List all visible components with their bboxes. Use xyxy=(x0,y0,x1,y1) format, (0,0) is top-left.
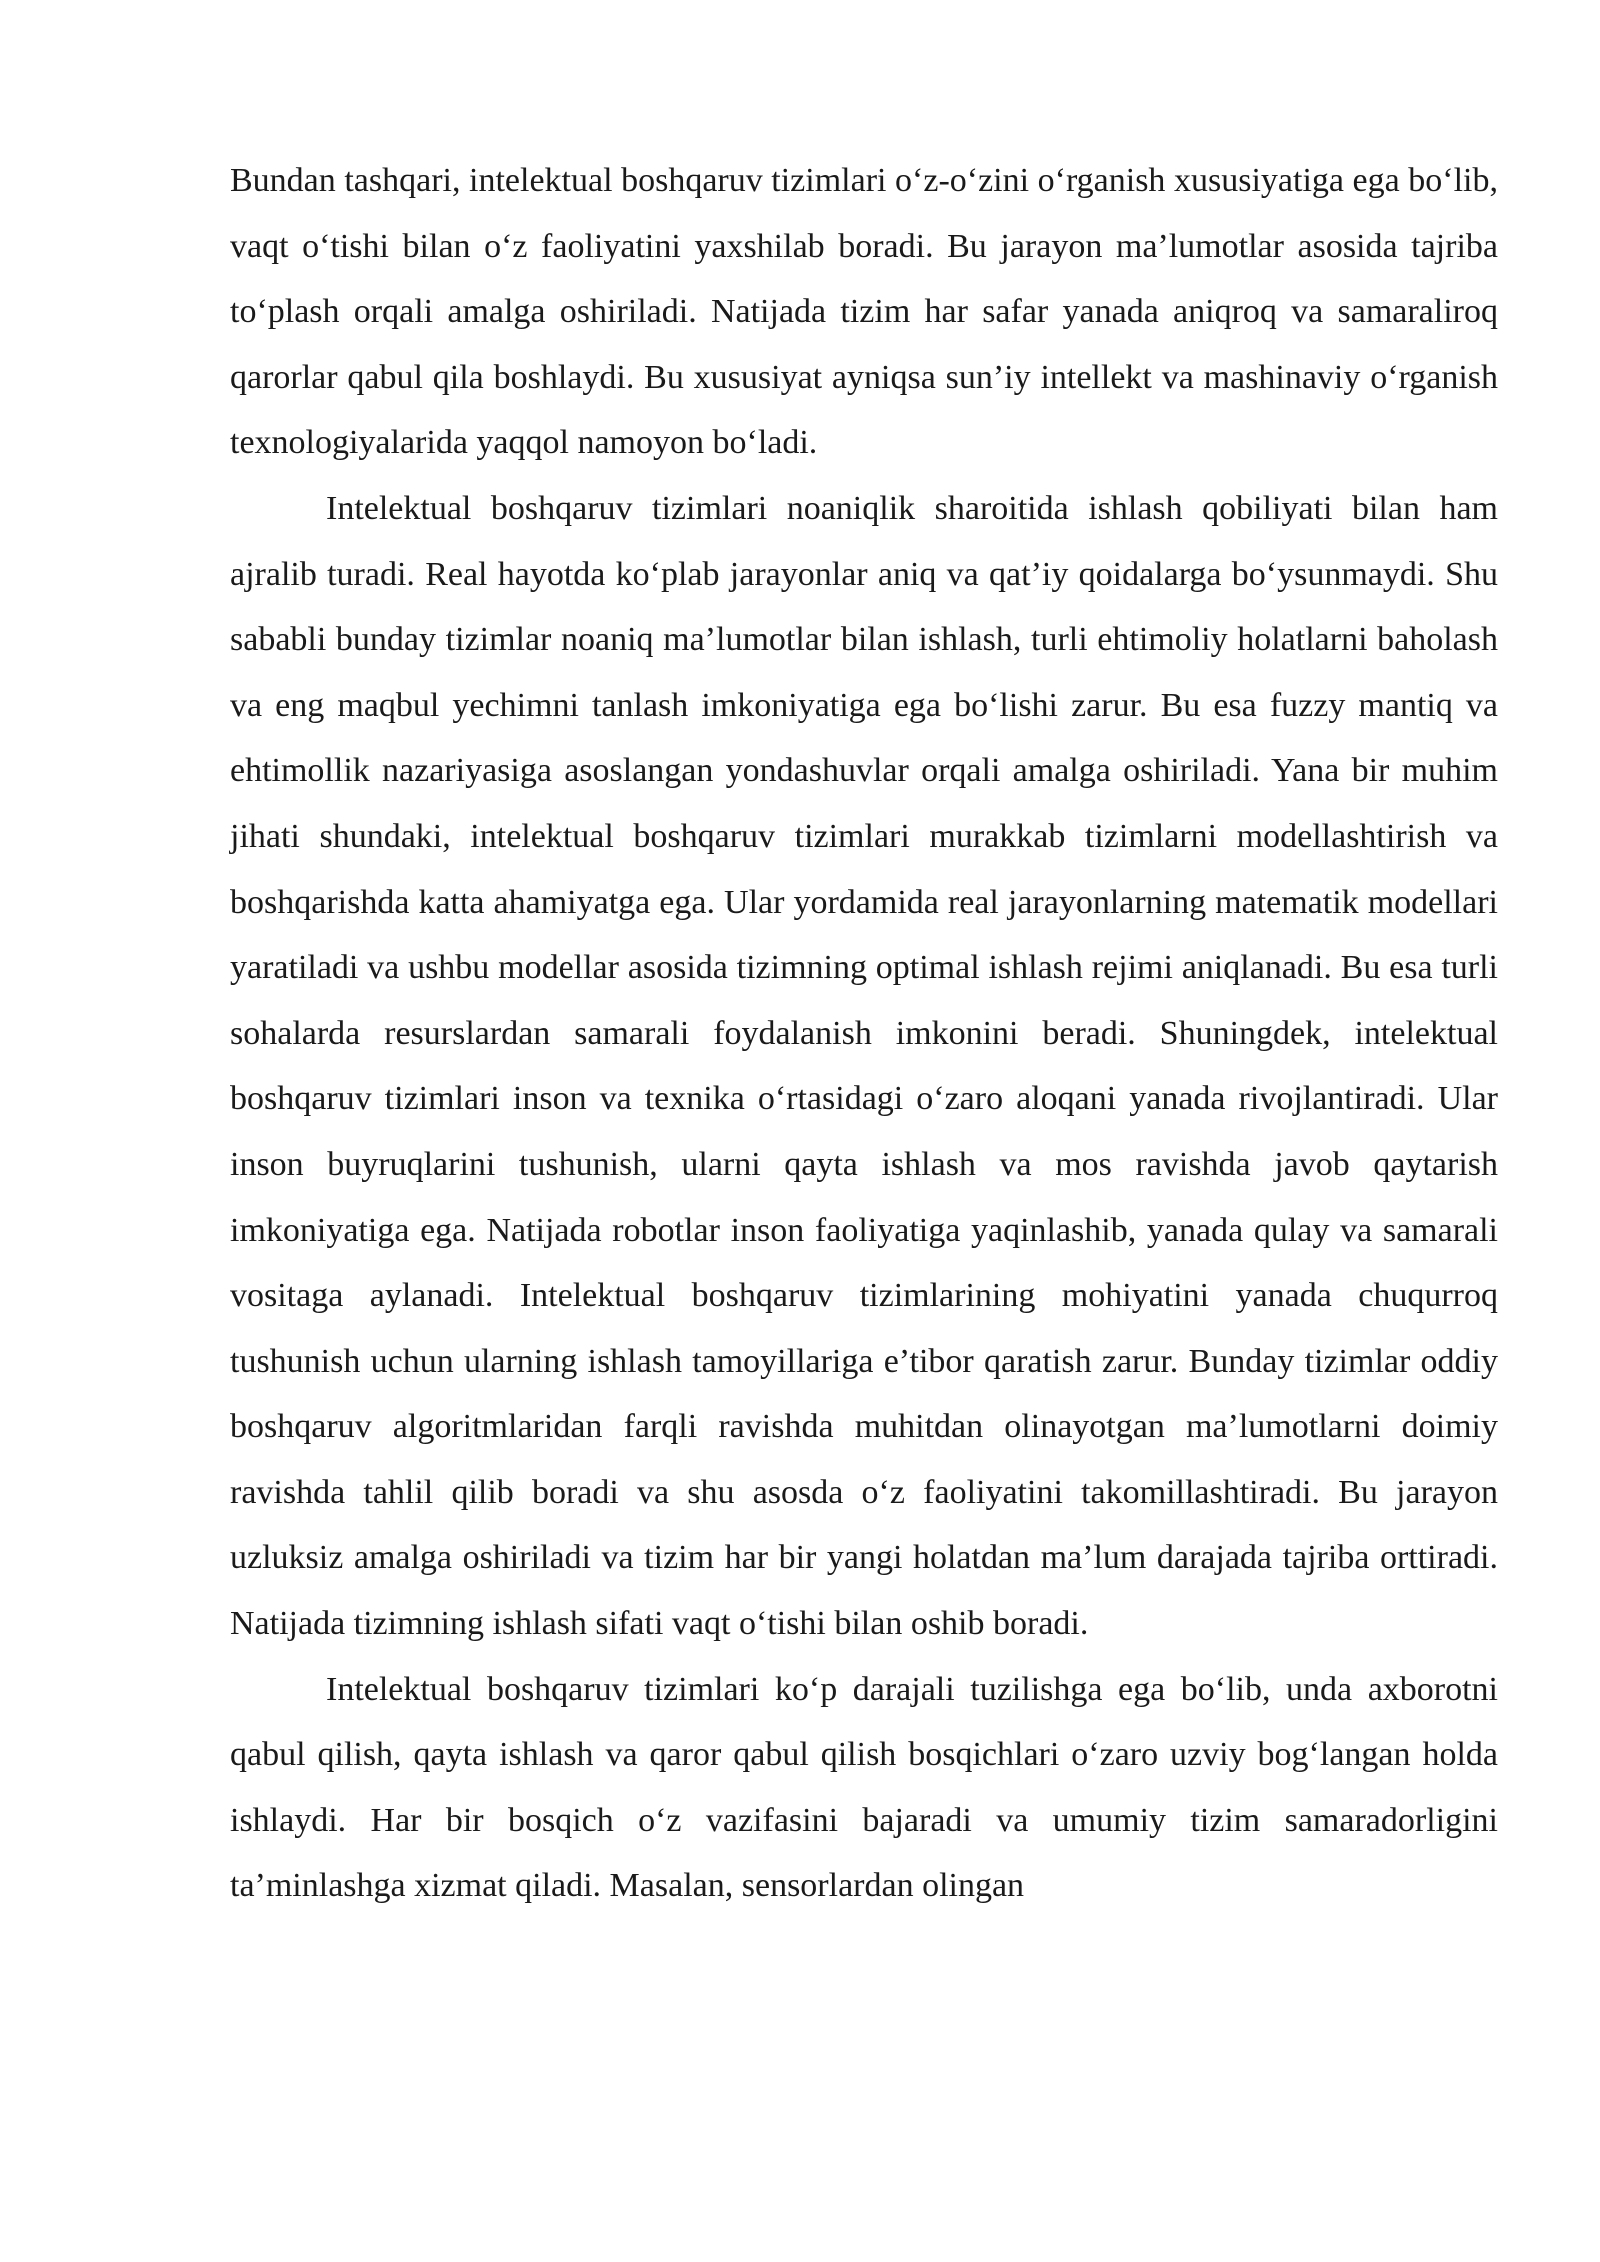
paragraph-1: Bundan tashqari, intelektual boshqaruv tizimlari o‘z-o‘zini o‘rganish xususiyatiga ega bo‘lib, vaqt o‘tishi bilan o‘z faoliyatini yaxshilab boradi. Bu jarayon ma’lumotlar asosida tajriba to‘plash orqali amalga oshiriladi. Natijada tizim har safar yanada aniqroq va samaraliroq qarorlar qabul qila boshlaydi. Bu xususiyat ayniqsa sun’iy intellekt va mashinaviy o‘rganish texnologiyalarida yaqqol namoyon bo‘ladi. xyxy=(230,162,1498,462)
document-body xyxy=(230,148,1498,1919)
paragraph-2: Intelektual boshqaruv tizimlari noaniqlik sharoitida ishlash qobiliyati bilan ham ajralib turadi. Real hayotda ko‘plab jarayonlar aniq va qat’iy qoidalarga bo‘ysunmaydi. Shu sababli bunday tizimlar noaniq ma’lumotlar bilan ishlash, turli ehtimoliy holatlarni baholash va eng maqbul yechimni tanlash imkoniyatiga ega bo‘lishi zarur. Bu esa fuzzy mantiq va ehtimollik nazariyasiga asoslangan yondashuvlar orqali amalga oshiriladi. Yana bir muhim jihati shundaki, intelektual boshqaruv tizimlari murakkab tizimlarni modellashtirish va boshqarishda katta ahamiyatga ega. Ular yordamida real jarayonlarning matematik modellari yaratiladi va ushbu modellar asosida tizimning optimal ishlash rejimi aniqlanadi. Bu esa turli sohalarda resurslardan samarali foydalanish imkonini beradi. Shuningdek, intelektual boshqaruv tizimlari inson va texnika o‘rtasidagi o‘zaro aloqani yanada rivojlantiradi. Ular inson buyruqlarini tushunish, ularni qayta ishlash va mos ravishda javob qaytarish imkoniyatiga ega. Natijada robotlar inson faoliyatiga yaqinlashib, yanada qulay va samarali vositaga aylanadi. Intelektual boshqaruv tizimlarining mohiyatini yanada chuqurroq tushunish uchun ularning ishlash tamoyillariga e’tibor qaratish zarur. Bunday tizimlar oddiy boshqaruv algoritmlaridan farqli ravishda muhitdan olinayotgan ma’lumotlarni doimiy ravishda tahlil qilib boradi va shu asosda o‘z faoliyatini takomillashtiradi. Bu jarayon uzluksiz amalga oshiriladi va tizim har bir yangi holatdan ma’lum darajada tajriba orttiradi. Natijada tizimning ishlash sifati vaqt o‘tishi bilan oshib boradi. xyxy=(230,489,1498,1643)
paragraph-3: Intelektual boshqaruv tizimlari ko‘p darajali tuzilishga ega bo‘lib, unda axborotni qabul qilish, qayta ishlash va qaror qabul qilish bosqichlari o‘zaro uzviy bog‘langan holda ishlaydi. Har bir bosqich o‘z vazifasini bajaradi va umumiy tizim samaradorligini ta’minlashga xizmat qiladi. Masalan, sensorlardan olingan xyxy=(230,1670,1498,1905)
